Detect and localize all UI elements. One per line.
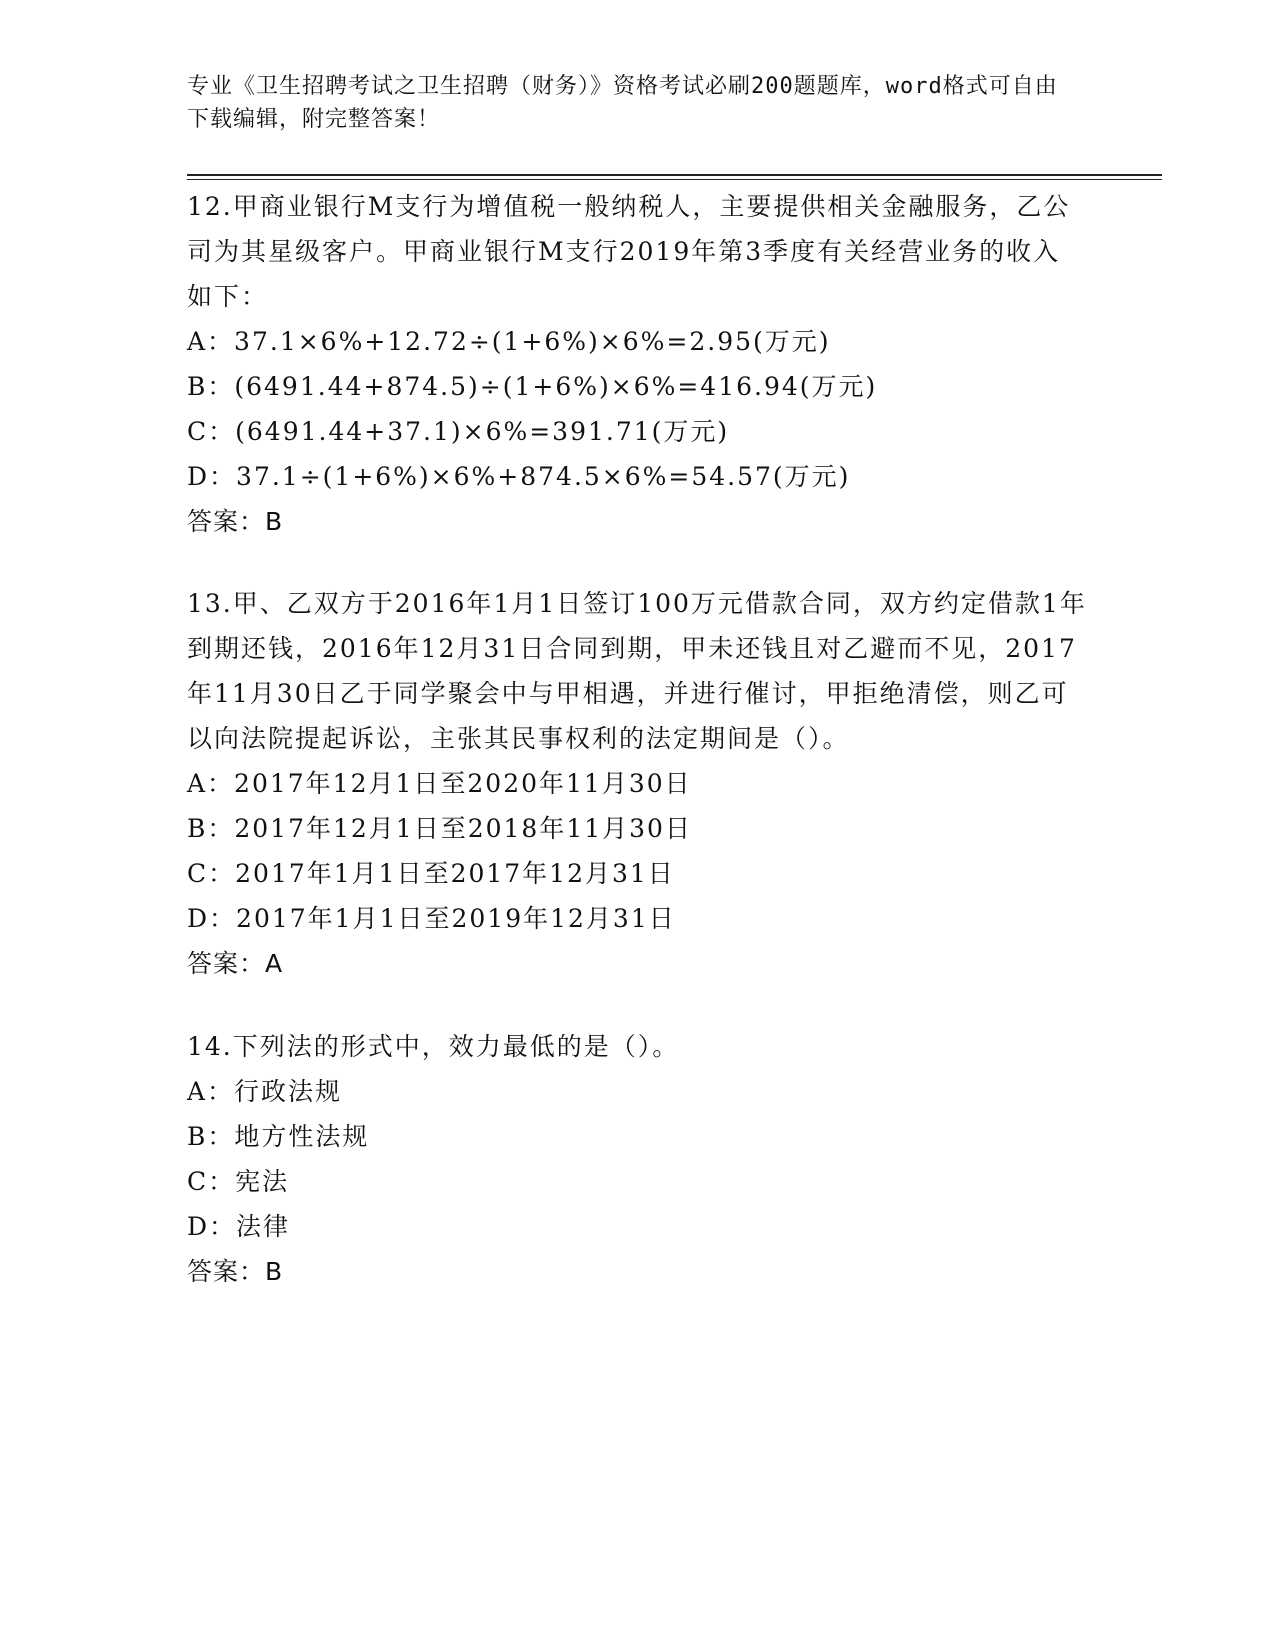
option-c: C：宪法 [187, 1167, 290, 1196]
option-c: C：2017年1月1日至2017年12月31日 [187, 859, 675, 888]
option-b: B：2017年12月1日至2018年11月30日 [187, 814, 692, 843]
option-a: A：行政法规 [187, 1077, 343, 1106]
option-c: C：(6491.44+37.1)×6%=391.71(万元) [187, 417, 730, 446]
option-a: A：37.1×6%+12.72÷(1+6%)×6%=2.95(万元) [187, 327, 831, 356]
option-d: D：法律 [187, 1212, 291, 1241]
header-divider [187, 174, 1162, 180]
answer-line: 答案：B [187, 1257, 284, 1286]
option-a: A：2017年12月1日至2020年11月30日 [187, 769, 692, 798]
question-13 [187, 581, 1167, 986]
question-14 [187, 1024, 1167, 1294]
document-header: 专业《卫生招聘考试之卫生招聘（财务）》资格考试必刷200题题库，word格式可自由下载编辑，附完整答案！ [187, 74, 1058, 132]
question-stem: 12.甲商业银行M支行为增值税一般纳税人，主要提供相关金融服务，乙公司为其星级客户。甲商业银行M支行2019年第3季度有关经营业务的收入如下： [187, 192, 1071, 311]
option-b: B：(6491.44+874.5)÷(1+6%)×6%=416.94(万元) [187, 372, 878, 401]
option-d: D：2017年1月1日至2019年12月31日 [187, 904, 676, 933]
option-b: B：地方性法规 [187, 1122, 370, 1151]
answer-line: 答案：A [187, 949, 284, 978]
option-d: D：37.1÷(1+6%)×6%+874.5×6%=54.57(万元) [187, 462, 851, 491]
document-page [187, 70, 1167, 1294]
question-stem: 13.甲、乙双方于2016年1月1日签订100万元借款合同，双方约定借款1年到期还钱，2016年12月31日合同到期，甲未还钱且对乙避而不见，2017年11月30日乙于同学聚会中与甲相遇，并进行催讨，甲拒绝清偿，则乙可以向法院提起诉讼，主张其民事权利的法定期间是（）。 [187, 589, 1087, 753]
question-stem: 14.下列法的形式中，效力最低的是（）。 [187, 1032, 680, 1061]
question-12 [187, 184, 1167, 544]
answer-line: 答案：B [187, 507, 284, 536]
